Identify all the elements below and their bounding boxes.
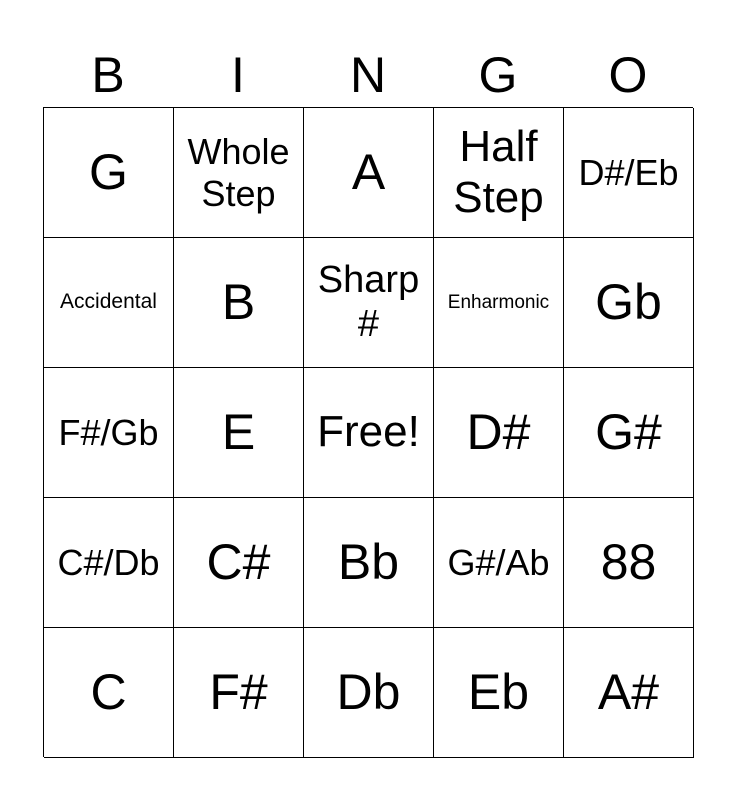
- bingo-cell[interactable]: [174, 238, 304, 368]
- bingo-cell[interactable]: [304, 628, 434, 758]
- bingo-cell[interactable]: [304, 108, 434, 238]
- bingo-cell[interactable]: [434, 368, 564, 498]
- bingo-cell[interactable]: [434, 108, 564, 238]
- cell-label: D#: [466, 403, 531, 460]
- cell-label: C#: [206, 533, 271, 590]
- bingo-cell[interactable]: [174, 108, 304, 238]
- cell-label: Db: [336, 663, 401, 720]
- cell-label: B: [221, 273, 256, 330]
- cell-label: 88: [600, 533, 657, 590]
- cell-label: G#: [595, 403, 662, 460]
- free-space-label: Free!: [317, 407, 420, 457]
- cell-label: Sharp #: [317, 258, 420, 345]
- bingo-cell[interactable]: [564, 368, 694, 498]
- header-letter-o: O: [608, 47, 648, 103]
- bingo-cell[interactable]: [174, 498, 304, 628]
- bingo-cell[interactable]: [174, 368, 304, 498]
- bingo-cell[interactable]: [564, 238, 694, 368]
- header-letter-n: N: [349, 47, 387, 103]
- header-letter-i: I: [231, 47, 245, 103]
- bingo-cell[interactable]: [304, 498, 434, 628]
- cell-label: D#/Eb: [578, 151, 679, 193]
- cell-label: C: [90, 663, 127, 720]
- bingo-cell[interactable]: [434, 238, 564, 368]
- bingo-cell[interactable]: [44, 368, 174, 498]
- cell-label: E: [221, 403, 256, 460]
- bingo-cell[interactable]: [174, 628, 304, 758]
- cell-label: A: [351, 143, 386, 200]
- bingo-cell[interactable]: [44, 498, 174, 628]
- bingo-board: [43, 107, 693, 757]
- cell-label: F#: [209, 663, 268, 720]
- cell-label: G: [89, 143, 128, 200]
- cell-label: Enharmonic: [447, 291, 550, 313]
- bingo-header: [43, 44, 693, 106]
- header-letter-g: G: [478, 47, 518, 103]
- cell-label: Gb: [595, 273, 662, 330]
- cell-label: Eb: [467, 663, 530, 720]
- cell-label: Bb: [337, 533, 400, 590]
- free-space-cell[interactable]: [304, 368, 434, 498]
- cell-label: Half Step: [453, 121, 544, 222]
- cell-label: F#/Gb: [58, 411, 159, 453]
- bingo-cell[interactable]: [564, 628, 694, 758]
- cell-label: Whole Step: [187, 131, 290, 214]
- header-letter-b: B: [91, 47, 125, 103]
- cell-label: Accidental: [60, 290, 157, 314]
- bingo-cell[interactable]: [44, 238, 174, 368]
- cell-label: C#/Db: [57, 541, 160, 583]
- bingo-cell[interactable]: [304, 238, 434, 368]
- cell-label: A#: [597, 663, 660, 720]
- bingo-cell[interactable]: [44, 108, 174, 238]
- bingo-cell[interactable]: [564, 108, 694, 238]
- bingo-cell[interactable]: [434, 628, 564, 758]
- cell-label: G#/Ab: [447, 541, 550, 583]
- bingo-cell[interactable]: [564, 498, 694, 628]
- bingo-cell[interactable]: [434, 498, 564, 628]
- bingo-cell[interactable]: [44, 628, 174, 758]
